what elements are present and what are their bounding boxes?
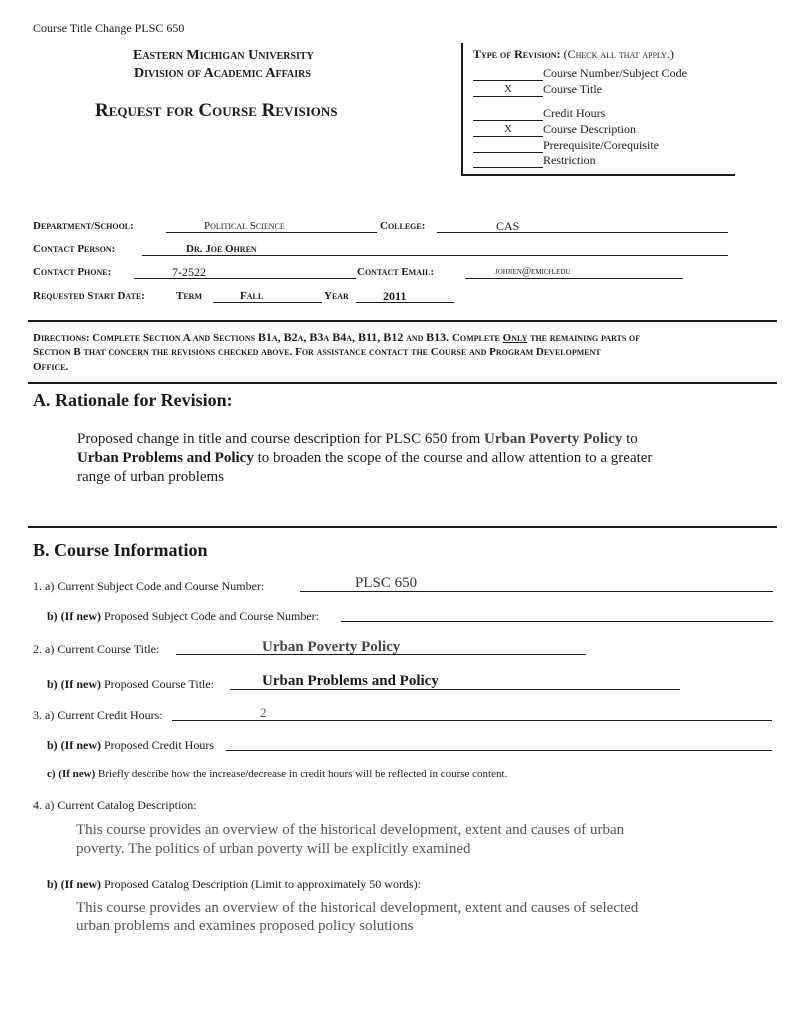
contact-phone-label: Contact Phone:	[33, 266, 112, 278]
q2a-label: 2. a) Current Course Title:	[33, 642, 160, 656]
contact-person-label: Contact Person:	[33, 243, 116, 255]
rationale-line-2	[77, 449, 652, 468]
rationale-line-1	[77, 430, 638, 449]
q4a-line-1[interactable]: This course provides an overview of the historical development, extent and causes of urban	[76, 822, 625, 838]
directions-text: Complete	[449, 332, 503, 344]
rationale-new-title: Urban Problems and Policy	[77, 450, 254, 466]
directions-line-2: Section B that concern the revisions checked above. For assistance contact the Course and Program Development	[33, 346, 601, 358]
q4b-text: Proposed Catalog Description (Limit to approximately 50 words):	[101, 877, 421, 891]
if-new-prefix: b) (If new)	[47, 877, 101, 891]
revision-item-title	[473, 82, 602, 97]
revision-checkbox[interactable]	[473, 154, 543, 168]
year-label: Year	[324, 290, 349, 302]
division-name: Division of Academic Affairs	[134, 66, 311, 81]
q1a-label: 1. a) Current Subject Code and Course Number:	[33, 579, 265, 593]
revision-item-description	[473, 122, 636, 137]
revision-item-label: Course Description	[543, 122, 636, 136]
directions-sections: B13.	[426, 330, 450, 344]
directions-text: and	[403, 332, 427, 344]
q3b-label	[47, 738, 214, 753]
revision-item-prereq	[473, 138, 659, 153]
revision-item-label: Restriction	[543, 153, 596, 167]
revision-checkbox[interactable]	[473, 107, 543, 121]
q4b-line-1[interactable]: This course provides an overview of the historical development, extent and causes of selected	[76, 900, 639, 916]
directions-text: the remaining parts of	[527, 332, 641, 344]
directions-text: Directions: Complete Section A and Sections	[33, 332, 258, 344]
q3b-input[interactable]	[226, 750, 772, 751]
college-label: College:	[380, 220, 426, 232]
directions-bottom-rule	[28, 382, 777, 384]
q2b-text: Proposed Course Title:	[101, 677, 215, 691]
contact-person-value[interactable]: Dr. Joe Ohren	[186, 243, 257, 255]
document-label: Course Title Change PLSC 650	[33, 21, 185, 35]
revision-heading-note: (Check all that apply.)	[563, 47, 674, 61]
directions-line-1	[33, 330, 640, 345]
q3b-text: Proposed Credit Hours	[101, 738, 214, 752]
revision-type-box	[461, 43, 735, 176]
directions-line-3: Office.	[33, 361, 69, 373]
q1b-label	[47, 609, 319, 624]
q1b-input[interactable]	[341, 621, 773, 622]
q4a-line-2[interactable]: poverty. The politics of urban poverty will be explicitly examined	[76, 841, 471, 857]
if-new-prefix: b) (If new)	[47, 738, 101, 752]
revision-checkbox[interactable]	[473, 139, 543, 153]
contact-email-underline	[465, 278, 683, 279]
contact-email-value[interactable]: johren@emich.edu	[495, 266, 571, 277]
revision-item-credit-hours	[473, 106, 605, 121]
term-label: Term	[176, 290, 203, 302]
start-date-label: Requested Start Date:	[33, 290, 145, 302]
department-value[interactable]: Political Science	[204, 220, 285, 232]
revision-item-label: Course Title	[543, 82, 603, 96]
section-a-bottom-rule	[28, 526, 777, 528]
department-label: Department/School:	[33, 220, 134, 232]
q4a-label: 4. a) Current Catalog Description:	[33, 798, 197, 812]
college-underline	[437, 232, 728, 233]
rationale-text: Proposed change in title and course description for PLSC 650 from	[77, 431, 485, 447]
q4b-line-2[interactable]: urban problems and examines proposed policy solutions	[76, 918, 414, 934]
if-new-prefix: b) (If new)	[47, 677, 101, 691]
contact-email-label: Contact Email:	[357, 266, 435, 278]
revision-item-label: Credit Hours	[543, 106, 606, 120]
directions-sections: B1a, B2a, B3a B4a, B11, B12	[257, 330, 404, 344]
revision-item-label: Prerequisite/Corequisite	[543, 138, 659, 152]
q2b-value[interactable]: Urban Problems and Policy	[262, 673, 439, 689]
q1a-value[interactable]: PLSC 650	[355, 575, 418, 591]
directions-emphasis: Only	[502, 332, 528, 344]
q2b-label	[47, 677, 214, 692]
q4b-label	[47, 877, 421, 892]
revision-item-label: Course Number/Subject Code	[543, 66, 687, 80]
form-title: Request for Course Revisions	[95, 100, 338, 121]
q3a-label: 3. a) Current Credit Hours:	[33, 708, 163, 722]
rationale-text: to broaden the scope of the course and allow attention to a greater	[253, 450, 653, 466]
revision-checkbox[interactable]: X	[473, 83, 543, 97]
q1b-text: Proposed Subject Code and Course Number:	[101, 609, 319, 623]
department-underline	[166, 232, 377, 233]
contact-phone-underline	[134, 278, 356, 279]
university-name: Eastern Michigan University	[133, 48, 314, 63]
term-value[interactable]: Fall	[240, 290, 264, 302]
if-new-prefix: b) (If new)	[47, 609, 101, 623]
revision-checkbox[interactable]	[473, 67, 543, 81]
college-value[interactable]: CAS	[496, 219, 520, 233]
section-a-heading: A. Rationale for Revision:	[33, 390, 233, 410]
year-value[interactable]: 2011	[383, 289, 407, 303]
rationale-line-3: range of urban problems	[77, 469, 225, 485]
revision-heading-label: Type of Revision:	[473, 47, 561, 61]
section-b-heading: B. Course Information	[33, 540, 208, 560]
term-underline	[213, 302, 322, 303]
q3c-label	[47, 768, 507, 780]
revision-heading	[473, 47, 674, 62]
directions-top-rule	[28, 320, 777, 322]
rationale-text: to	[622, 431, 638, 447]
revision-checkbox[interactable]: X	[473, 123, 543, 137]
q3a-value[interactable]: 2	[260, 705, 267, 720]
if-new-prefix: c) (If new)	[47, 768, 96, 780]
revision-item-number	[473, 66, 687, 81]
rationale-old-title: Urban Poverty Policy	[484, 431, 623, 447]
contact-person-underline	[142, 255, 728, 256]
q2a-value[interactable]: Urban Poverty Policy	[262, 639, 401, 655]
revision-item-restriction	[473, 153, 596, 168]
contact-phone-value[interactable]: 7-2522	[172, 265, 206, 279]
q3c-text: Briefly describe how the increase/decrease in credit hours will be reflected in course content.	[95, 768, 508, 780]
